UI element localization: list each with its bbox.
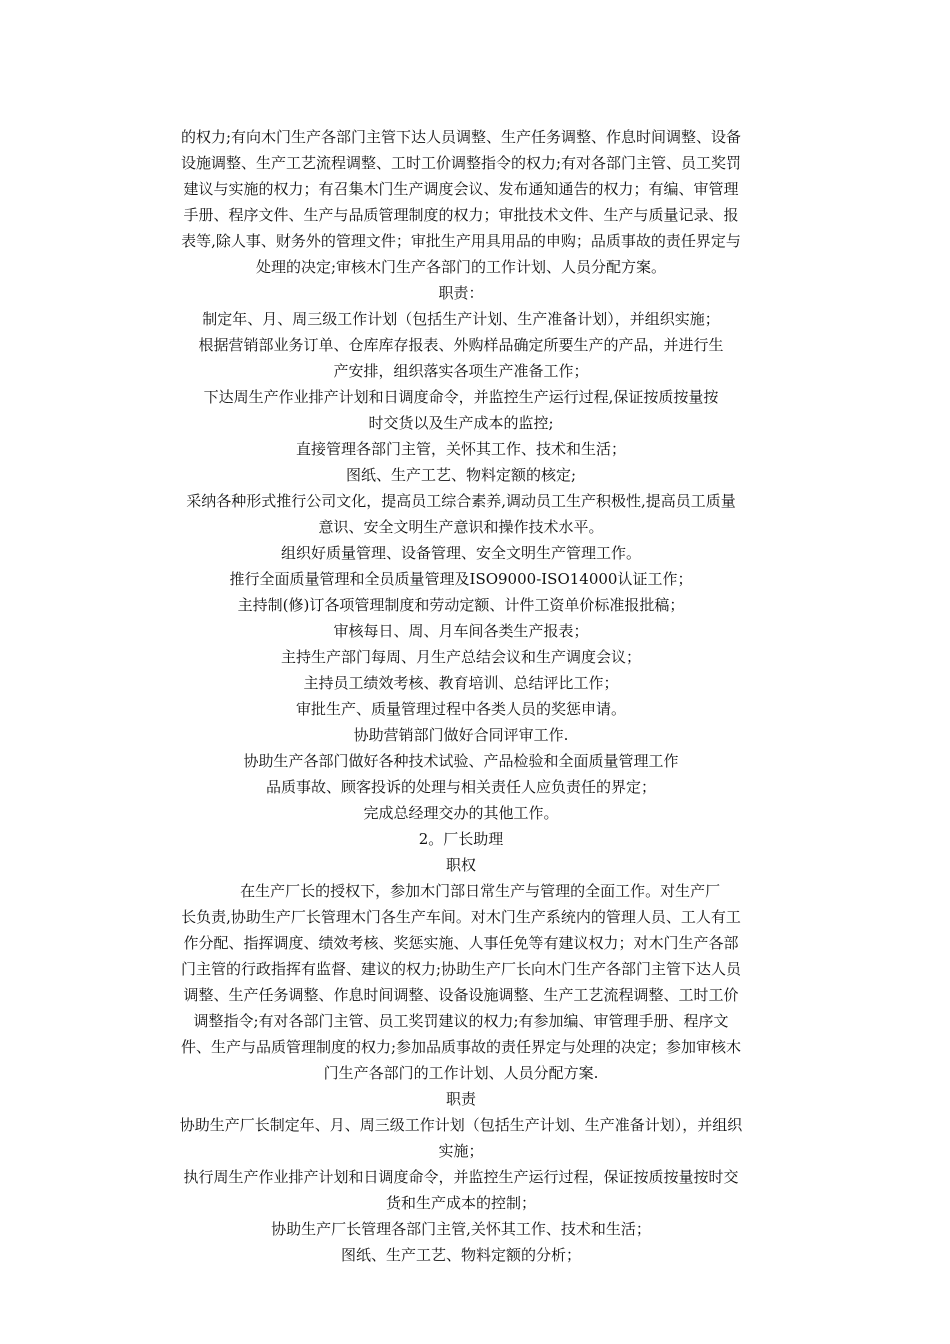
text-line: 协助生产厂长管理各部门主管,关怀其工作、技术和生活； — [271, 1220, 651, 1238]
section-heading: 2。厂长助理 — [418, 830, 504, 848]
text-line: 调整指令;有对各部门主管、员工奖罚建议的权力;有参加编、审管理手册、程序文 — [193, 1012, 729, 1030]
text-line: 建议与实施的权力；有召集木门生产调度会议、发布通知通告的权力；有编、审管理 — [183, 180, 739, 198]
section-heading: 职责 — [445, 1090, 476, 1108]
text-line: 作分配、指挥调度、绩效考核、奖惩实施、人事任免等有建议权力；对木门生产各部 — [183, 934, 739, 952]
text-line: 门主管的行政指挥有监督、建议的权力;协助生产厂长向木门生产各部门主管下达人员 — [180, 960, 742, 978]
text-line: 表等,除人事、财务外的管理文件；审批生产用具用品的申购；品质事故的责任界定与 — [181, 232, 741, 250]
text-line: 货和生产成本的控制； — [385, 1194, 536, 1212]
text-line: 实施； — [438, 1142, 484, 1160]
text-line: 调整、生产任务调整、作息时间调整、设备设施调整、生产工艺流程调整、工时工价 — [183, 986, 739, 1004]
document-body — [145, 124, 777, 1268]
text-line: 设施调整、生产工艺流程调整、工时工价调整指令的权力;有对各部门主管、员工奖罚 — [180, 154, 742, 172]
text-line: 的权力;有向木门生产各部门主管下达人员调整、生产任务调整、作息时间调整、设备 — [180, 128, 742, 146]
text-line: 审核每日、周、月车间各类生产报表； — [333, 622, 589, 640]
text-line: 根据营销部业务订单、仓库库存报表、外购样品确定所要生产的产品，并进行生 — [198, 336, 724, 354]
section-heading: 职权 — [445, 856, 476, 874]
text-line: 产安排，组织落实各项生产准备工作； — [333, 362, 589, 380]
text-line: 意识、安全文明生产意识和操作技术水平。 — [318, 518, 604, 536]
text-line: 执行周生产作业排产计划和日调度命令，并监控生产运行过程，保证按质按量按时交 — [183, 1168, 739, 1186]
text-line: 图纸、生产工艺、物料定额的核定; — [345, 466, 577, 484]
text-line: 下达周生产作业排产计划和日调度命令，并监控生产运行过程,保证按质按量按 — [203, 388, 719, 406]
text-line: 直接管理各部门主管，关怀其工作、技术和生活； — [295, 440, 626, 458]
text-line: 审批生产、质量管理过程中各类人员的奖惩申请。 — [295, 700, 626, 718]
text-line: 在生产厂长的授权下，参加木门部日常生产与管理的全面工作。对生产厂 — [201, 882, 721, 900]
text-line: 手册、程序文件、生产与品质管理制度的权力；审批技术文件、生产与质量记录、报 — [183, 206, 739, 224]
text-line: 主持生产部门每周、月生产总结会议和生产调度会议； — [280, 648, 641, 666]
text-line: 图纸、生产工艺、物料定额的分析； — [340, 1246, 581, 1264]
text-line: 主持制(修)订各项管理制度和劳动定额、计件工资单价标准报批稿； — [237, 596, 685, 614]
text-line: 长负责,协助生产厂长管理木门各生产车间。对木门生产系统内的管理人员、工人有工 — [181, 908, 741, 926]
text-line: 主持员工绩效考核、教育培训、总结评比工作； — [303, 674, 619, 692]
text-line: 协助生产厂长制定年、月、周三级工作计划（包括生产计划、生产准备计划），并组织 — [179, 1116, 743, 1134]
text-line: 制定年、月、周三级工作计划（包括生产计划、生产准备计划），并组织实施； — [202, 310, 720, 328]
text-line: 组织好质量管理、设备管理、安全文明生产管理工作。 — [280, 544, 641, 562]
text-line: 协助营销部门做好合同评审工作. — [353, 726, 569, 744]
text-line: 件、生产与品质管理制度的权力;参加品质事故的责任界定与处理的决定；参加审核木 — [180, 1038, 742, 1056]
section-heading: 职责： — [438, 284, 484, 302]
text-line: 完成总经理交办的其他工作。 — [363, 804, 559, 822]
text-line: 处理的决定;审核木门生产各部门的工作计划、人员分配方案。 — [255, 258, 667, 276]
text-line: 门生产各部门的工作计划、人员分配方案. — [323, 1064, 599, 1082]
text-line: 时交货以及生产成本的监控; — [368, 414, 554, 432]
text-line: 协助生产各部门做好各种技术试验、产品检验和全面质量管理工作 — [243, 752, 679, 770]
text-line: 推行全面质量管理和全员质量管理及ISO9000-ISO14000认证工作； — [229, 570, 693, 588]
text-line: 采纳各种形式推行公司文化，提高员工综合素养,调动员工生产积极性,提高员工质量 — [186, 492, 736, 510]
text-line: 品质事故、顾客投诉的处理与相关责任人应负责任的界定； — [265, 778, 656, 796]
